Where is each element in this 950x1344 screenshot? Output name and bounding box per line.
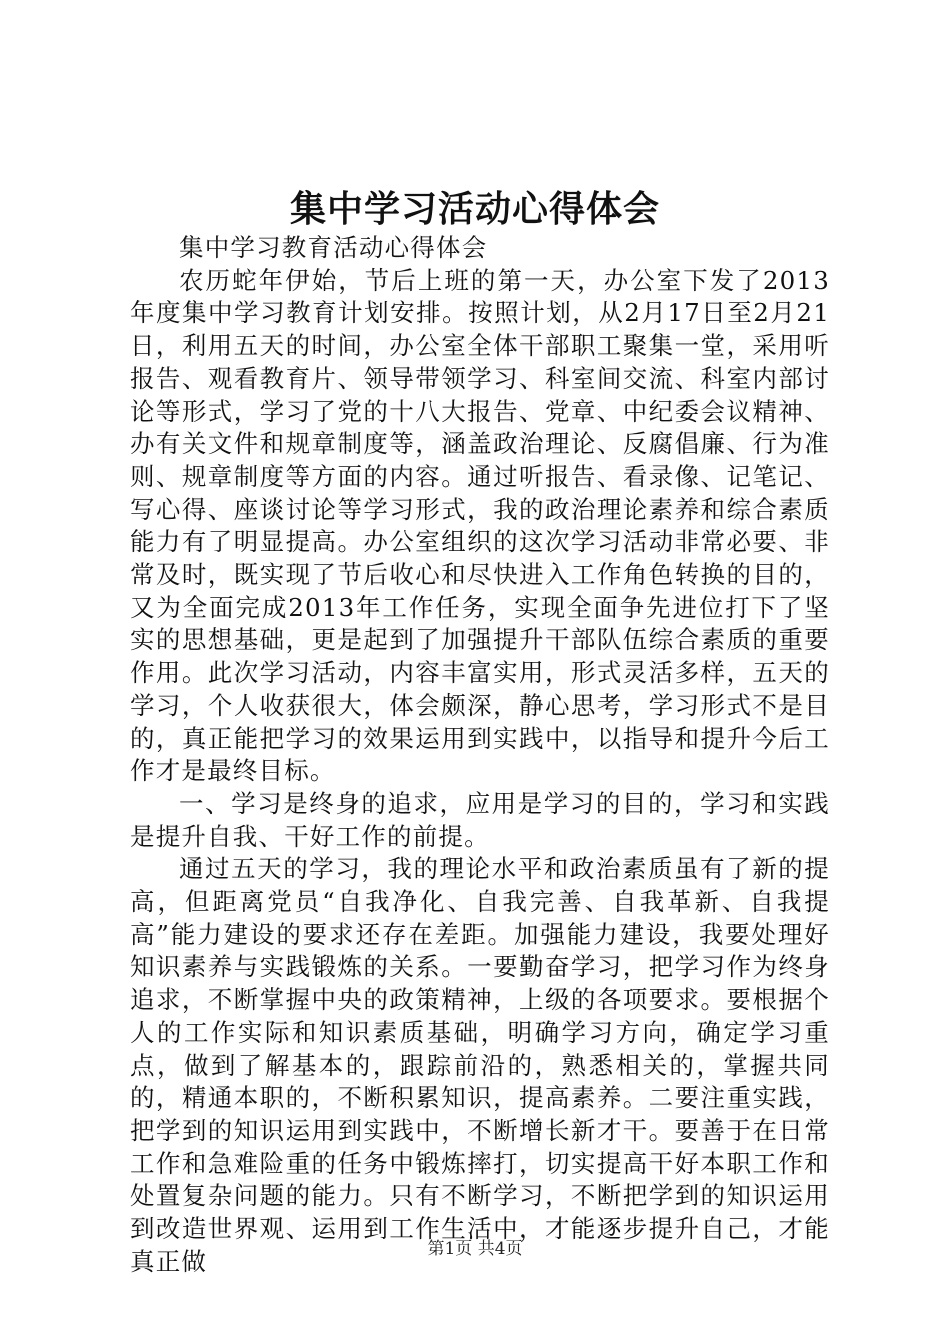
subtitle-paragraph: 集中学习教育活动心得体会 <box>179 233 488 262</box>
document-body <box>130 232 830 1279</box>
section-heading-1: 一、学习是终身的追求，应用是学习的目的，学习和实践是提升自我、干好工作的前提。 <box>130 788 830 851</box>
body-paragraph: 通过五天的学习，我的理论水平和政治素质虽有了新的提高，但距离党员“自我净化、自我完善、自我革新、自我提高”能力建设的要求还存在差距。加强能力建设，我要处理好知识素养与实践锻炼的关系。一要勤奋学习，把学习作为终身追求，不断掌握中央的政策精神，上级的各项要求。要根据个人的工作实际和知识素质基础，明确学习方向，确定学习重点，做到了解基本的，跟踪前沿的，熟悉相关的，掌握共同的，精通本职的，不断积累知识，提高素养。二要注重实践，把学到的知识运用到实践中，不断增长新才干。要善于在日常工作和急难险重的任务中锻炼摔打，切实提高干好本职工作和处置复杂问题的能力。只有不断学习，不断把学到的知识运用到改造世界观、运用到工作生活中，才能逐步提升自己，才能真正做 <box>130 854 830 1276</box>
page-footer: 第1页 共4页 <box>427 1239 523 1259</box>
intro-paragraph: 农历蛇年伊始，节后上班的第一天，办公室下发了2013年度集中学习教育计划安排。按照计划，从2月17日至2月21日，利用五天的时间，办公室全体干部职工聚集一堂，采用听报告、观看教育片、领导带领学习、科室间交流、科室内部讨论等形式，学习了党的十八大报告、党章、中纪委会议精神、办有关文件和规章制度等，涵盖政治理论、反腐倡廉、行为准则、规章制度等方面的内容。通过听报告、看录像、记笔记、写心得、座谈讨论等学习形式，我的政治理论素养和综合素质能力有了明显提高。办公室组织的这次学习活动非常必要、非常及时，既实现了节后收心和尽快进入工作角色转换的目的，又为全面完成2013年工作任务，实现全面争先进位打下了坚实的思想基础，更是起到了加强提升干部队伍综合素质的重要作用。此次学习活动，内容丰富实用，形式灵活多样，五天的学习，个人收获很大，体会颇深，静心思考，学习形式不是目的，真正能把学习的效果运用到实践中，以指导和提升今后工作才是最终目标。 <box>130 265 830 786</box>
document-title: 集中学习活动心得体会 <box>289 188 660 230</box>
